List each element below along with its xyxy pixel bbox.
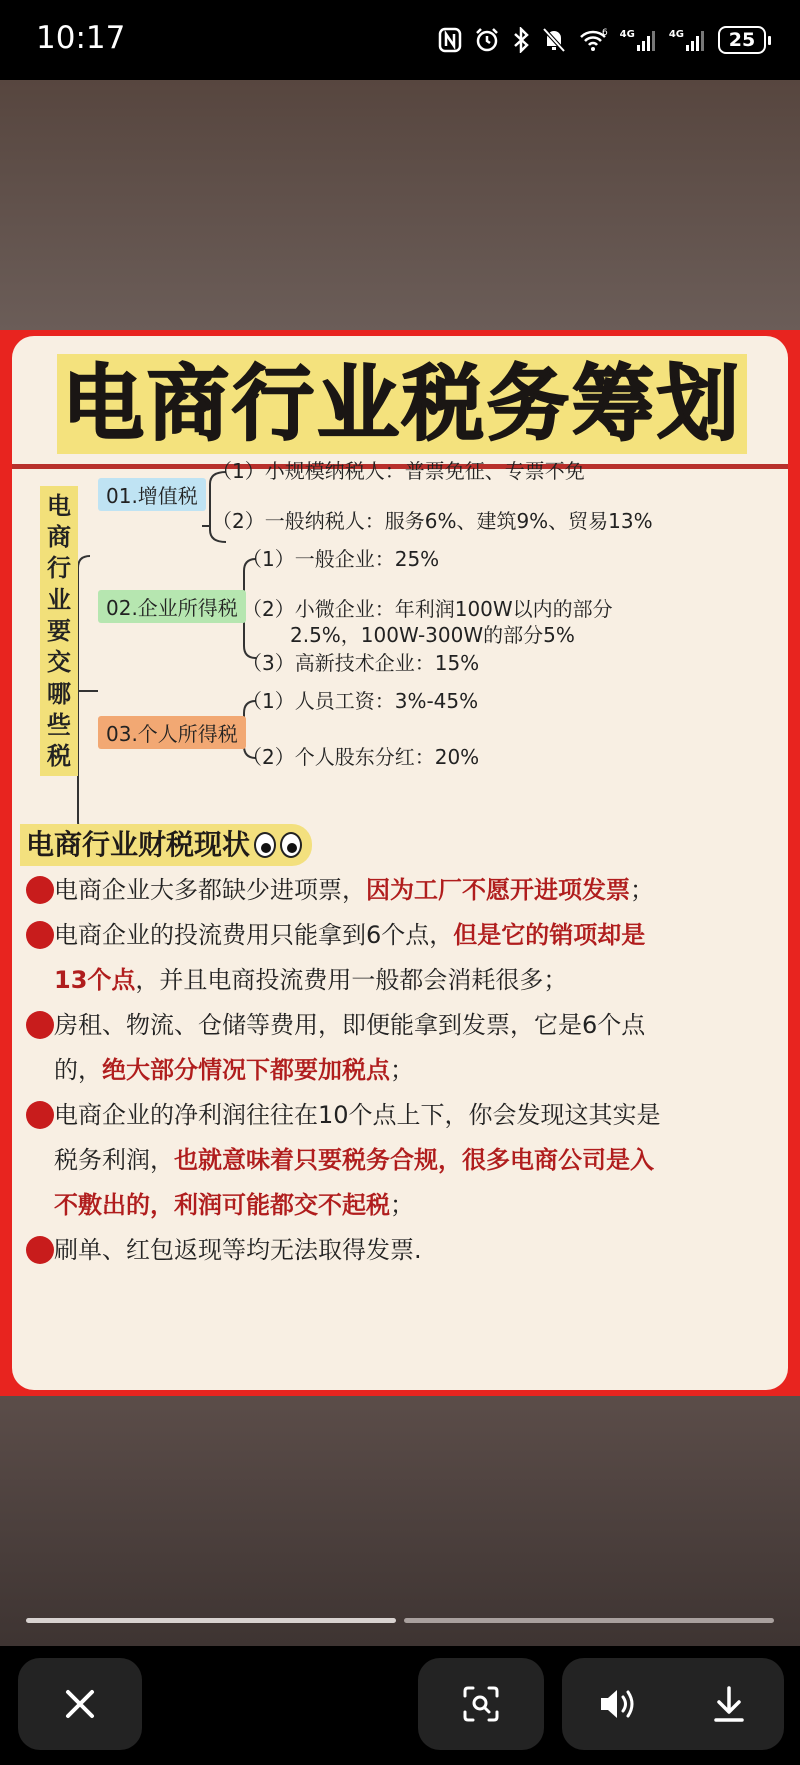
bullet-text: 电商企业大多都缺少进项票， (54, 876, 366, 904)
eyes-emoji-icon (280, 832, 302, 858)
personal-tax-item: （1）人员工资：3%-45% (242, 689, 479, 713)
root-char: 些 (47, 710, 71, 739)
alarm-icon (474, 27, 500, 53)
bullet-highlight: 但是它的销项却是 (453, 921, 646, 949)
svg-text:6: 6 (601, 28, 608, 38)
download-button[interactable] (673, 1658, 784, 1750)
bullet-text: ； (630, 876, 654, 904)
bullet-highlight: 也就意味着只要税务合规，很多电商公司是入 (174, 1146, 654, 1174)
bullet-text: 的， (54, 1056, 102, 1084)
nfc-icon (438, 27, 462, 53)
bullet-icon (26, 876, 54, 904)
bullet-line (54, 1185, 414, 1225)
section-title (20, 824, 312, 866)
signal-icon (669, 29, 706, 51)
corporate-tax-item: （3）高新技术企业：15% (242, 651, 480, 675)
poster (12, 336, 788, 1390)
category-personal-tax: 03.个人所得税 (98, 716, 246, 749)
bullet-line (54, 870, 654, 910)
poster-title: 电商行业税务筹划 (61, 357, 742, 452)
root-char: 商 (47, 522, 71, 551)
battery-icon (718, 26, 766, 54)
close-button[interactable] (18, 1658, 142, 1750)
corporate-tax-item-cont: 2.5%，100W-300W的部分5% (290, 623, 575, 647)
media-controls (562, 1658, 784, 1750)
bullet-icon (26, 1236, 54, 1264)
category-vat: 01.增值税 (98, 478, 206, 511)
corporate-tax-item: （2）小微企业：年利润100W以内的部分 (242, 597, 613, 621)
bullet-icon (26, 921, 54, 949)
speaker-button[interactable] (562, 1658, 673, 1750)
media-scrubber-left[interactable] (26, 1618, 396, 1623)
bullet-highlight: 不敷出的，利润可能都交不起税 (54, 1191, 390, 1219)
tree-root-label (40, 486, 78, 776)
network-label-1: 4G (619, 29, 635, 40)
bullet-text: 电商企业的投流费用只能拿到6个点， (54, 921, 454, 949)
vat-item: （2）一般纳税人：服务6%、建筑9%、贸易13% (212, 509, 653, 533)
root-char: 要 (47, 616, 71, 645)
bullet-text: ，并且电商投流费用一般都会消耗很多； (135, 966, 568, 994)
scan-button[interactable] (418, 1658, 544, 1750)
status-time: 10:17 (36, 20, 126, 56)
vat-item: （1）小规模纳税人：普票免征、专票不免 (212, 459, 585, 483)
bullet-highlight: 绝大部分情况下都要加税点 (102, 1056, 390, 1084)
bullet-icon (26, 1101, 54, 1129)
bottom-toolbar (0, 1646, 800, 1765)
bullet-line: 房租、物流、仓储等费用，即便能拿到发票，它是6个点 (54, 1011, 646, 1039)
eyes-emoji-icon (254, 832, 276, 858)
bullet-line (54, 960, 567, 1000)
root-char: 电 (47, 491, 71, 520)
image-viewer[interactable] (0, 330, 800, 1396)
wifi-icon (578, 27, 608, 53)
bullet-line (54, 1140, 654, 1180)
bullet-line: 刷单、红包返现等均无法取得发票. (54, 1236, 422, 1264)
root-char: 行 (47, 554, 71, 583)
root-char: 业 (47, 585, 71, 614)
section-title-text: 电商行业财税现状 (26, 828, 251, 861)
speaker-icon (598, 1686, 638, 1722)
bluetooth-icon (512, 27, 530, 53)
background-top (0, 80, 800, 330)
root-char: 哪 (47, 679, 71, 708)
download-icon (712, 1685, 746, 1723)
scan-icon (462, 1685, 500, 1723)
bullet-line: 电商企业的净利润往往在10个点上下，你会发现这其实是 (54, 1101, 661, 1129)
mute-icon (542, 27, 566, 53)
corporate-tax-item: （1）一般企业：25% (242, 547, 440, 571)
root-char: 税 (47, 742, 71, 771)
category-corporate-tax: 02.企业所得税 (98, 590, 246, 623)
bullet-text: 税务利润， (54, 1146, 174, 1174)
bullet-line (54, 1050, 414, 1090)
bullet-highlight: 因为工厂不愿开进项发票 (366, 876, 630, 904)
bullet-icon (26, 1011, 54, 1039)
signal-icon (620, 29, 657, 51)
background-bottom (0, 1396, 800, 1646)
root-char: 交 (47, 648, 71, 677)
bullet-line (54, 915, 645, 955)
status-icons (438, 24, 766, 56)
close-icon (63, 1687, 97, 1721)
bullet-highlight: 13个点 (54, 966, 136, 994)
network-label-2: 4G (668, 29, 684, 40)
status-bar (0, 0, 800, 80)
battery-level: 25 (728, 29, 756, 51)
personal-tax-item: （2）个人股东分红：20% (242, 745, 480, 769)
bullet-text: ； (390, 1056, 414, 1084)
media-scrubber-right[interactable] (404, 1618, 774, 1623)
bullet-text: ； (390, 1191, 414, 1219)
